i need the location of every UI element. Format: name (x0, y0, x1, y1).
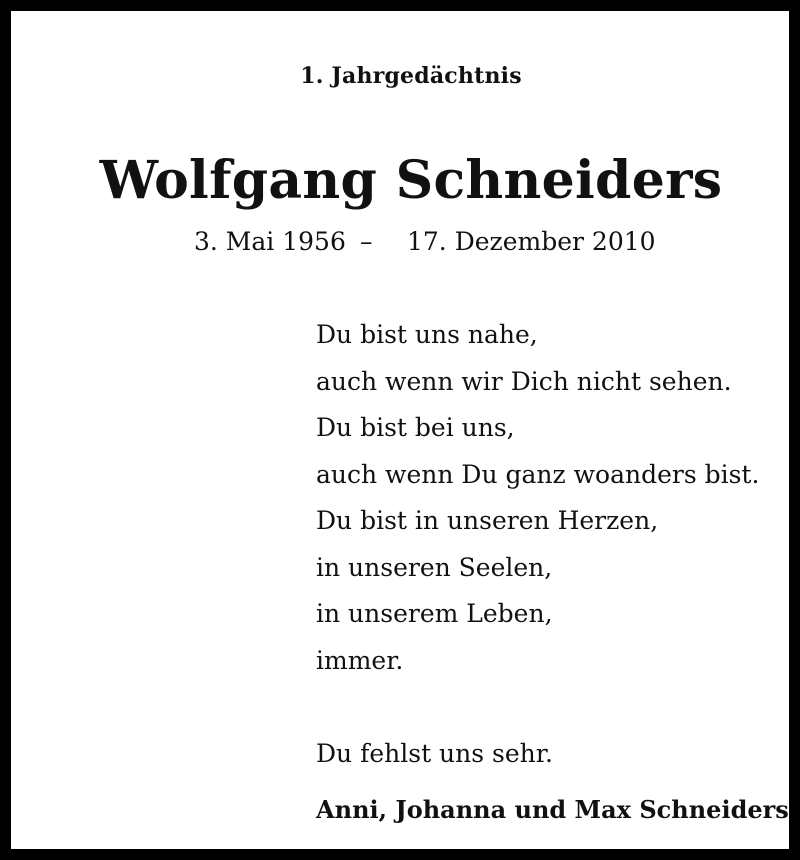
birth-date: 3. Mai 1956 (194, 227, 346, 256)
poem-line: immer. (316, 645, 404, 675)
poem-line: auch wenn wir Dich nicht sehen. (316, 366, 732, 396)
date-separator: – (360, 227, 373, 256)
poem-line: auch wenn Du ganz woanders bist. (316, 459, 760, 489)
death-date: 17. Dezember 2010 (407, 227, 656, 256)
closing-line: Du fehlst uns sehr. (316, 739, 553, 768)
poem-line: in unserem Leben, (316, 599, 553, 628)
poem-line: Du bist bei uns, (316, 413, 515, 442)
poem-line: in unseren Seelen, (316, 552, 553, 582)
family-signature: Anni, Johanna und Max Schneiders (316, 795, 789, 824)
poem (316, 315, 759, 687)
poem-line: Du bist in unseren Herzen, (316, 506, 659, 535)
poem-line: Du bist uns nahe, (316, 320, 538, 349)
anniversary-heading: 1. Jahrgedächtnis (300, 63, 522, 89)
deceased-name: Wolfgang Schneiders (99, 150, 723, 211)
